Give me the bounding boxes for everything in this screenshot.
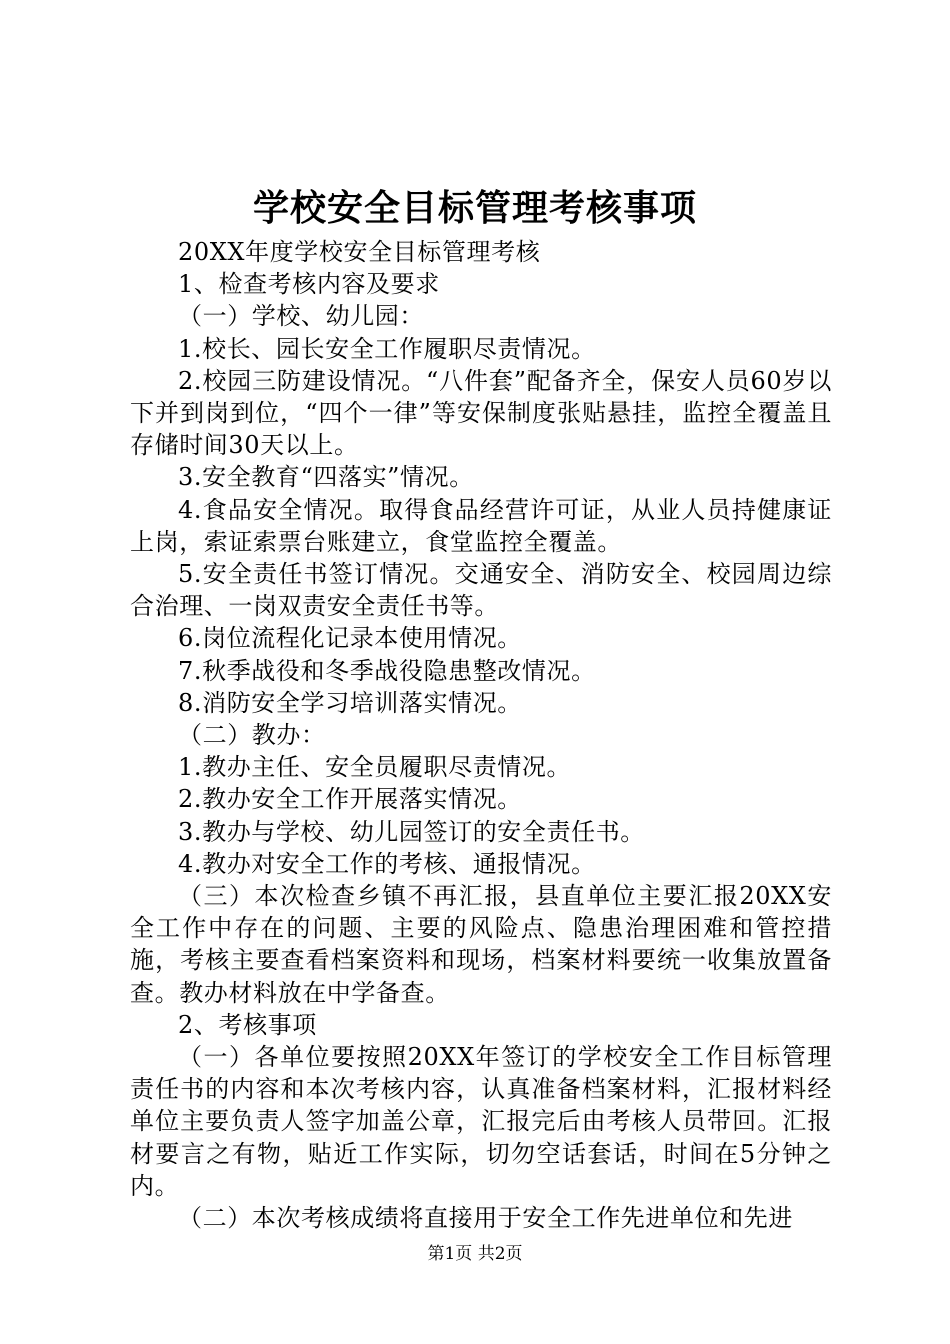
paragraph: 1、检查考核内容及要求 bbox=[178, 270, 440, 299]
document-body bbox=[130, 236, 832, 1234]
paragraph: 5.安全责任书签订情况。交通安全、消防安全、校园周边综合治理、一岗双责安全责任书等。 bbox=[130, 560, 832, 621]
paragraph: 6.岗位流程化记录本使用情况。 bbox=[178, 624, 522, 653]
paragraph: 3.安全教育“四落实”情况。 bbox=[178, 463, 474, 492]
paragraph: （一）学校、幼儿园： bbox=[178, 302, 424, 331]
paragraph: 2.教办安全工作开展落实情况。 bbox=[178, 785, 522, 814]
paragraph: （三）本次检查乡镇不再汇报，县直单位主要汇报20XX安全工作中存在的问题、主要的风险点、隐患治理困难和管控措施，考核主要查看档案资料和现场，档案材料要统一收集放置备查。教办材料放在中学备查。 bbox=[130, 882, 832, 1007]
paragraph: 20XX年度学校安全目标管理考核 bbox=[178, 238, 541, 266]
paragraph: 2、考核事项 bbox=[178, 1010, 317, 1039]
paragraph: 8.消防安全学习培训落实情况。 bbox=[178, 688, 522, 717]
document-title: 学校安全目标管理考核事项 bbox=[252, 187, 697, 229]
paragraph: 1.教办主任、安全员履职尽责情况。 bbox=[178, 753, 572, 782]
paragraph: （一）各单位要按照20XX年签订的学校安全工作目标管理责任书的内容和本次考核内容，认真准备档案材料，汇报材料经单位主要负责人签字加盖公章，汇报完后由考核人员带回。汇报材要言之有物，贴近工作实际，切勿空话套话，时间在5分钟之内。 bbox=[130, 1043, 832, 1200]
paragraph: （二）教办： bbox=[178, 721, 326, 750]
page-footer: 第1页 共2页 bbox=[427, 1244, 523, 1264]
paragraph: 3.教办与学校、幼儿园签订的安全责任书。 bbox=[178, 817, 645, 846]
paragraph: 4.食品安全情况。取得食品经营许可证，从业人员持健康证上岗，索证索票台账建立，食堂监控全覆盖。 bbox=[130, 495, 832, 556]
paragraph: 1.校长、园长安全工作履职尽责情况。 bbox=[178, 334, 596, 363]
paragraph: 4.教办对安全工作的考核、通报情况。 bbox=[178, 849, 596, 878]
paragraph: 7.秋季战役和冬季战役隐患整改情况。 bbox=[178, 656, 596, 685]
paragraph: 2.校园三防建设情况。“八件套”配备齐全，保安人员60岁以下并到岗到位，“四个一律”等安保制度张贴悬挂，监控全覆盖且存储时间30天以上。 bbox=[130, 366, 832, 460]
paragraph: （二）本次考核成绩将直接用于安全工作先进单位和先进 bbox=[178, 1204, 793, 1233]
